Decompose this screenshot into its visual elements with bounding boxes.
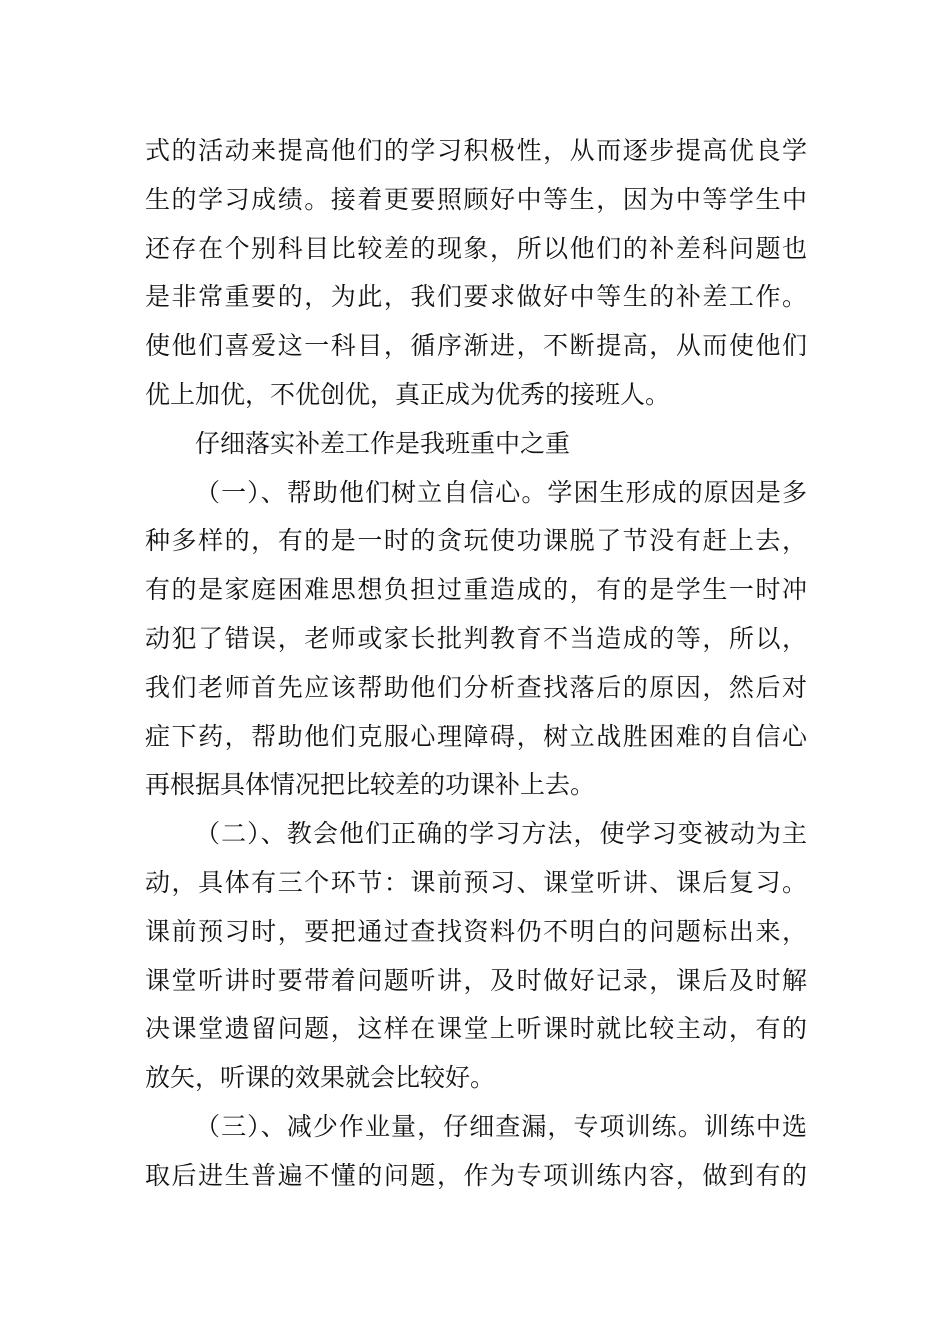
- document-body: [145, 127, 807, 1201]
- text-line: （二）、教会他们正确的学习方法，使学习变被动为主: [195, 819, 807, 849]
- text-line: 还存在个别科目比较差的现象，所以他们的补差科问题也: [145, 233, 807, 263]
- text-line: 我们老师首先应该帮助他们分析查找落后的原因，然后对: [145, 672, 807, 702]
- text-line: 是非常重要的，为此，我们要求做好中等生的补差工作。: [145, 282, 807, 312]
- text-line: 有的是家庭困难思想负担过重造成的，有的是学生一时冲: [145, 575, 807, 605]
- text-line: 优上加优，不优创优，真正成为优秀的接班人。: [145, 379, 671, 409]
- text-line: 取后进生普遍不懂的问题，作为专项训练内容，做到有的: [145, 1160, 807, 1190]
- text-line: 使他们喜爱这一科目，循序渐进，不断提高，从而使他们: [145, 331, 807, 361]
- text-line: （一）、帮助他们树立自信心。学困生形成的原因是多: [195, 477, 807, 507]
- section-heading: 仔细落实补差工作是我班重中之重: [195, 428, 571, 458]
- text-line: 课堂听讲时要带着问题听讲，及时做好记录，课后及时解: [145, 965, 807, 995]
- text-line: 课前预习时，要把通过查找资料仍不明白的问题标出来，: [145, 916, 807, 946]
- text-line: 放矢，听课的效果就会比较好。: [145, 1063, 496, 1093]
- text-line: 式的活动来提高他们的学习积极性，从而逐步提高优良学: [145, 136, 807, 165]
- text-line: 种多样的，有的是一时的贪玩使功课脱了节没有赶上去，: [145, 526, 807, 556]
- text-line: 生的学习成绩。接着更要照顾好中等生，因为中等学生中: [145, 184, 807, 214]
- text-line: 再根据具体情况把比较差的功课补上去。: [145, 770, 596, 800]
- text-line: 动犯了错误，老师或家长批判教育不当造成的等，所以，: [145, 623, 807, 653]
- text-line: （三）、减少作业量，仔细查漏，专项训练。训练中选: [195, 1111, 807, 1141]
- text-line: 症下药，帮助他们克服心理障碍，树立战胜困难的自信心: [145, 721, 807, 751]
- text-line: 决课堂遗留问题，这样在课堂上听课时就比较主动，有的: [145, 1014, 807, 1044]
- text-line: 动，具体有三个环节：课前预习、课堂听讲、课后复习。: [145, 867, 807, 897]
